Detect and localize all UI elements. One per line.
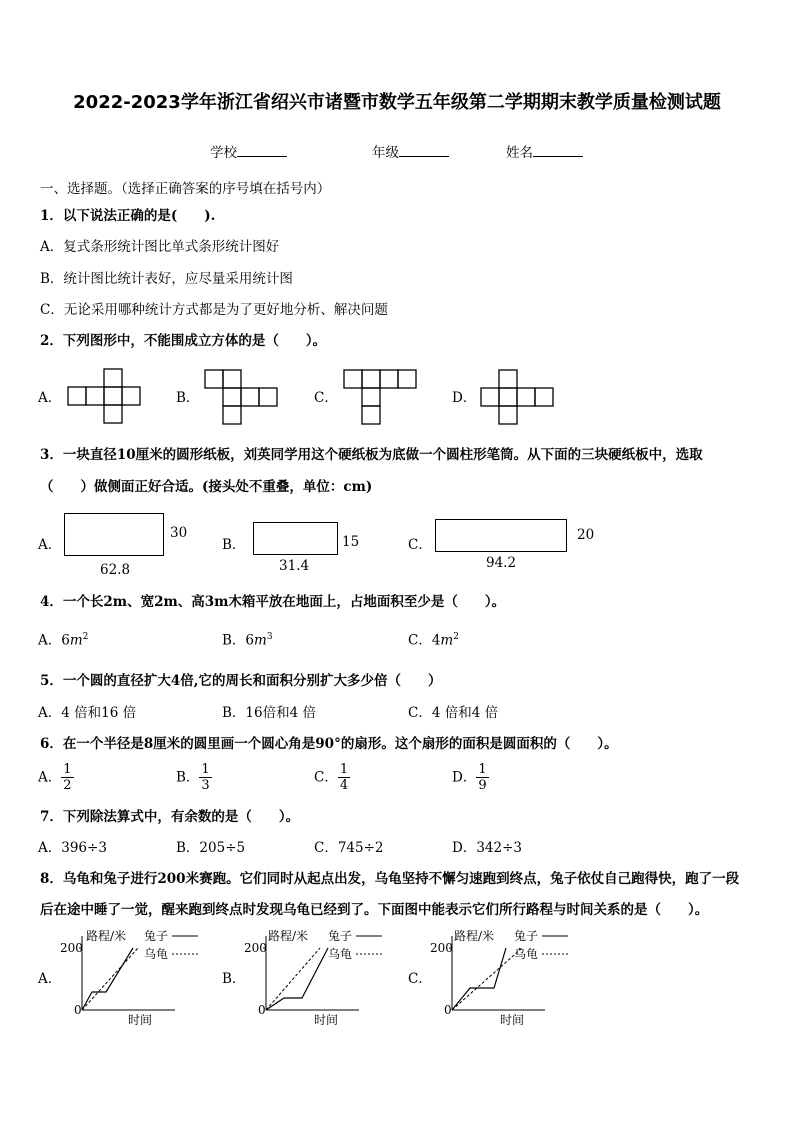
q8-b-xlabel: 时间 — [314, 1013, 339, 1027]
q6-d-fraction — [476, 762, 488, 793]
page-title: 2022-2023学年浙江省绍兴市诸暨市数学五年级第二学期期末教学质量检测试题 — [73, 92, 721, 113]
q8-graph-b — [244, 928, 394, 1028]
q8-label-b[interactable]: B． — [222, 971, 246, 987]
q6-b-den: 3 — [201, 778, 210, 793]
q5-option-b[interactable]: B．16倍和4 倍 — [222, 705, 316, 721]
q6-option-a[interactable] — [38, 762, 74, 793]
q8-b-ylabel: 路程/米 — [268, 929, 309, 943]
q8-a-y200: 200 — [60, 941, 83, 955]
q6-c-fraction — [338, 762, 350, 793]
q4-stem: 4．一个长2m、宽2m、高3m木箱平放在地面上，占地面积至少是（ ）。 — [40, 594, 506, 610]
q1-option-b[interactable]: B．统计图比统计表好，应尽量采用统计图 — [40, 271, 293, 287]
name-label: 姓名 — [506, 145, 533, 161]
q4-c-text: C．4 — [408, 632, 441, 649]
q1-option-a[interactable]: A．复式条形统计图比单式条形统计图好 — [40, 239, 280, 255]
q4-c-unit: m — [440, 632, 454, 649]
q6-option-c[interactable] — [314, 762, 350, 793]
q8-c-legend-turtle: 乌龟 — [514, 947, 539, 961]
q5-option-a[interactable]: A．4 倍和16 倍 — [38, 705, 137, 721]
q7-stem: 7．下列除法算式中，有余数的是（ ）。 — [40, 809, 300, 825]
q3-height-a: 30 — [170, 525, 188, 541]
q4-b-text: B．6 — [222, 632, 255, 649]
q8-a-legend-rabbit: 兔子 — [144, 929, 169, 943]
q8-c-legend-rabbit: 兔子 — [514, 929, 539, 943]
q5-option-c[interactable]: C．4 倍和4 倍 — [408, 705, 499, 721]
q7-option-d[interactable]: D．342÷3 — [452, 840, 522, 856]
section-heading: 一、选择题。（选择正确答案的序号填在括号内） — [40, 181, 331, 197]
q7-option-b[interactable]: B．205÷5 — [176, 840, 246, 856]
q1-option-c[interactable]: C．无论采用哪种统计方式都是为了更好地分析、解决问题 — [40, 302, 388, 318]
q4-a-text: A．6 — [38, 632, 70, 649]
q2-label-a[interactable]: A． — [38, 390, 62, 406]
q3-rect-a — [64, 513, 164, 556]
q8-b-legend-rabbit: 兔子 — [328, 929, 353, 943]
q8-b-zero: 0 — [258, 1003, 266, 1017]
q4-b-unit: m — [254, 632, 267, 649]
q3-height-c: 20 — [577, 527, 595, 543]
q6-c-label: C． — [314, 769, 338, 786]
q4-a-unit: m — [69, 632, 83, 649]
q4-a-exp: 2 — [82, 632, 89, 642]
q3-width-b: 31.4 — [279, 558, 310, 574]
q6-a-label: A． — [38, 769, 62, 786]
q8-c-ylabel: 路程/米 — [454, 929, 495, 943]
q2-label-c[interactable]: C． — [314, 390, 338, 406]
q8-a-legend-turtle: 乌龟 — [144, 947, 169, 961]
q6-d-num: 1 — [478, 762, 487, 777]
q8-stem-line2: 后在途中睡了一觉，醒来跑到终点时发现乌龟已经到了。下面图中能表示它们所行路程与时间关系的是（ ）。 — [40, 902, 709, 918]
q8-a-turtle-line — [82, 948, 138, 1010]
q6-a-num: 1 — [63, 762, 72, 777]
q4-c-exp: 2 — [453, 632, 459, 642]
q8-c-zero: 0 — [444, 1003, 452, 1017]
q3-width-c: 94.2 — [486, 555, 517, 571]
q8-b-rabbit-line — [266, 948, 328, 1010]
q8-a-xlabel: 时间 — [128, 1013, 153, 1027]
q2-label-d[interactable]: D． — [452, 390, 477, 406]
q3-label-a[interactable]: A． — [38, 537, 62, 553]
q5-stem: 5．一个圆的直径扩大4倍,它的周长和面积分别扩大多少倍（ ） — [40, 673, 442, 689]
q6-stem: 6．在一个半径是8厘米的圆里画一个圆心角是90°的扇形。这个扇形的面积是圆面积的（ ）。 — [40, 736, 618, 752]
q8-b-legend-turtle: 乌龟 — [328, 947, 353, 961]
q3-rect-b — [253, 522, 338, 555]
q4-b-exp: 3 — [266, 632, 273, 642]
q7-option-c[interactable]: C．745÷2 — [314, 840, 384, 856]
q2-net-a — [66, 369, 146, 429]
q6-b-label: B． — [176, 769, 200, 786]
q8-c-rabbit-line — [452, 948, 506, 1010]
q6-d-label: D． — [452, 769, 477, 786]
q7-option-a[interactable]: A．396÷3 — [38, 840, 107, 856]
q6-b-num: 1 — [201, 762, 210, 777]
q8-stem-line1: 8．乌龟和兔子进行200米赛跑。它们同时从起点出发，乌龟坚持不懈匀速跑到终点，兔子依仗自己跑得快，跑了一段 — [40, 871, 740, 887]
q6-c-den: 4 — [339, 778, 349, 793]
q2-net-d — [480, 369, 560, 429]
q2-label-b[interactable]: B． — [176, 390, 200, 406]
q1-stem: 1．以下说法正确的是( ). — [40, 208, 216, 224]
q4-option-c[interactable] — [408, 628, 459, 650]
grade-field[interactable] — [372, 142, 449, 162]
q8-a-ylabel: 路程/米 — [86, 929, 127, 943]
q3-label-c[interactable]: C． — [408, 537, 432, 553]
school-label: 学校 — [210, 145, 237, 161]
q6-b-fraction — [199, 762, 211, 793]
q3-width-a: 62.8 — [100, 562, 131, 578]
q6-c-num: 1 — [339, 762, 349, 777]
q8-graph-c — [430, 928, 580, 1028]
name-field[interactable] — [506, 142, 583, 162]
q3-stem-line2: （ ）做侧面正好合适。(接头处不重叠，单位：cm) — [40, 479, 373, 495]
school-blank[interactable] — [237, 142, 287, 157]
q8-c-y200: 200 — [430, 941, 453, 955]
q4-option-b[interactable] — [222, 628, 273, 650]
q3-stem-line1: 3．一块直径10厘米的圆形纸板，刘英同学用这个硬纸板为底做一个圆柱形笔筒。从下面的三块硬纸板中，选取 — [40, 447, 703, 463]
q2-net-b — [204, 369, 284, 429]
q8-label-a[interactable]: A． — [38, 971, 62, 987]
q8-a-rabbit-line — [82, 948, 133, 1010]
q3-rect-c — [435, 519, 567, 552]
q6-a-den: 2 — [63, 778, 72, 793]
q4-option-a[interactable] — [38, 628, 88, 650]
q6-a-fraction — [61, 762, 73, 793]
q8-a-zero: 0 — [74, 1003, 82, 1017]
grade-label: 年级 — [372, 145, 399, 161]
q3-height-b: 15 — [342, 534, 360, 550]
q6-option-d[interactable] — [452, 762, 489, 793]
q2-net-c — [343, 369, 423, 431]
q6-option-b[interactable] — [176, 762, 212, 793]
q8-b-y200: 200 — [244, 941, 267, 955]
q8-label-c[interactable]: C． — [408, 971, 432, 987]
q2-stem: 2．下列图形中，不能围成立方体的是（ ）。 — [40, 333, 327, 349]
grade-blank[interactable] — [399, 142, 449, 157]
q8-graph-a — [60, 928, 210, 1028]
q3-label-b[interactable]: B． — [222, 537, 246, 553]
school-field[interactable] — [210, 142, 287, 162]
name-blank[interactable] — [533, 142, 583, 157]
q6-d-den: 9 — [478, 778, 487, 793]
q8-c-xlabel: 时间 — [500, 1013, 525, 1027]
q8-c-turtle-line — [452, 948, 522, 1010]
